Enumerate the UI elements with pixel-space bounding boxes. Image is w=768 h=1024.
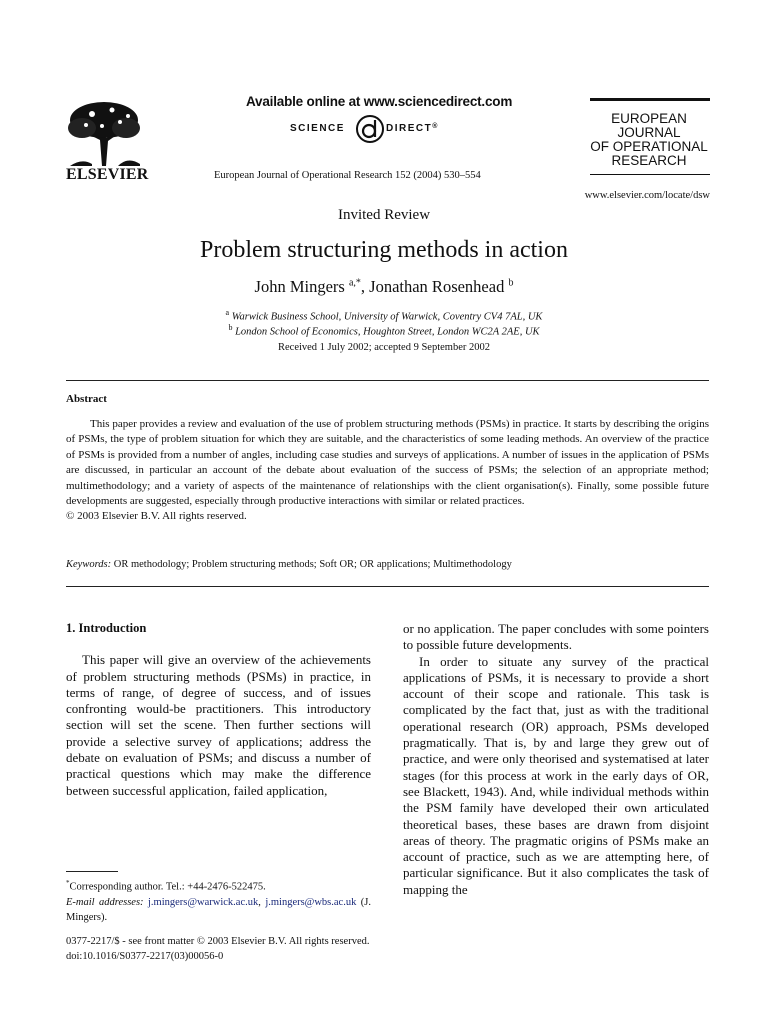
author-affil-marker[interactable]: b [508,277,514,289]
journal-url-link[interactable]: www.elsevier.com/locate/dsw [584,190,710,201]
body-paragraph: or no application. The paper concludes with some pointers to possible future developments. [403,621,709,653]
keywords-list: OR methodology; Problem structuring methods; Soft OR; OR applications; Multimethodology [113,559,512,570]
email-link[interactable]: j.mingers@wbs.ac.uk [265,896,357,908]
abstract-body [66,417,709,525]
divider [66,586,709,587]
sciencedirect-logo-right: DIRECT® [386,123,439,134]
body-paragraph: In order to situate any survey of the practical applications of PSMs, it is necessary to provide a short account of their scope and rationale. This task is complicated by the fact that, just as with the traditional operational research (OR) approach, PSMs developed pragmatically. That is, by and large they grew out of practice, and were only theorised and systematised at later stages (for this process at work in the early days of OR, see Blackett, 1943). And, while individual methods within the PSM family have developed their own articulated theoretical bases, these bases are drawn from disjoint areas of theory. The pragmatic origins of PSMs make an account of practice, such as we are attempting here, of particular significance. But it also complicates the task of mapping the [403,653,709,897]
affiliation-b: $^b$ London School of Economics, Houghton Street, London WC2A 2AE, UK [228,322,540,337]
section-heading: 1. Introduction [66,621,147,635]
divider [66,380,709,381]
author-name[interactable]: John Mingers [254,277,345,296]
email-link[interactable]: j.mingers@warwick.ac.uk [147,896,259,908]
footnote [66,876,371,925]
issn-line: 0377-2217/$ - see front matter © 2003 Elsevier B.V. All rights reserved. [66,936,370,947]
author-affil-marker[interactable]: a,* [348,277,361,289]
available-online-text: Available online at www.sciencedirect.com [246,94,513,109]
author-list [0,277,768,297]
journal-name-line: RESEARCH [611,153,687,168]
abstract-copyright: © 2003 Elsevier B.V. All rights reserved. [66,510,247,523]
right-column [403,621,709,898]
article-title: Problem structuring methods in action [200,237,568,263]
journal-name-line: EUROPEAN [611,111,687,126]
publisher-name: ELSEVIER [66,166,149,183]
journal-name-line: JOURNAL [617,125,681,140]
journal-citation: European Journal of Operational Research 152 (2004) 530–554 [214,170,481,181]
author-name[interactable]: Jonathan Rosenhead [369,277,505,296]
article-type: Invited Review [337,207,431,223]
journal-name-line: OF OPERATIONAL [590,139,708,154]
affiliations [0,308,768,337]
keywords [66,559,709,570]
journal-logo-top-rule [590,98,710,101]
email-note: E-mail addresses: j.mingers@warwick.ac.uk, j.mingers@wbs.ac.uk (J. Mingers). [66,896,371,923]
sciencedirect-d-icon [355,114,385,144]
corresponding-author-note: *Corresponding author. Tel.: +44-2476-522475. [66,879,266,893]
elsevier-tree-logo [62,98,146,168]
received-dates: Received 1 July 2002; accepted 9 September 2002 [278,342,490,353]
doi-link[interactable]: doi:10.1016/S0377-2217(03)00056-0 [66,951,224,962]
left-column [66,620,371,799]
abstract-text: This paper provides a review and evaluation of the use of problem structuring methods (PSMs) in practice. It starts by describing the origins of PSMs, the type of problem situation for which they are suitable, and the characteristics of some leading methods. An overview of the practice of PSMs is provided from a number of angles, including case studies and surveys of applications. A number of issues in the application of PSMs are discussed, in particular an account of the debate about evaluation of the success of PSMs; the selection of an appropriate method; multimethodology; and a variety of aspects of the maintenance of relationships with the client organisation(s). Finally, some possible future developments are suggested, especially through productive interactions with similar or related practices. [66,418,709,508]
keywords-label: Keywords: [66,559,112,570]
sciencedirect-logo-left: SCIENCE [290,123,345,134]
body-paragraph: This paper will give an overview of the achievements of problem structuring methods (PSMs) in practice, in terms of range, of degree of success, and of issues confronting would-be practitioners. This introductory section will set the scene. Then further sections will provide a selective survey of applications; address the debate on evaluation of PSMs; and discuss a number of practical questions which may make the difference between successful application, failed application, [66,652,371,798]
author-separator: , [360,277,370,296]
abstract-heading: Abstract [66,393,107,405]
affiliation-a: $^a$ Warwick Business School, University of Warwick, Coventry CV4 7AL, UK [225,308,543,323]
footnote-divider [66,871,118,872]
front-matter-meta [66,934,369,964]
journal-logo-bottom-rule [590,174,710,175]
